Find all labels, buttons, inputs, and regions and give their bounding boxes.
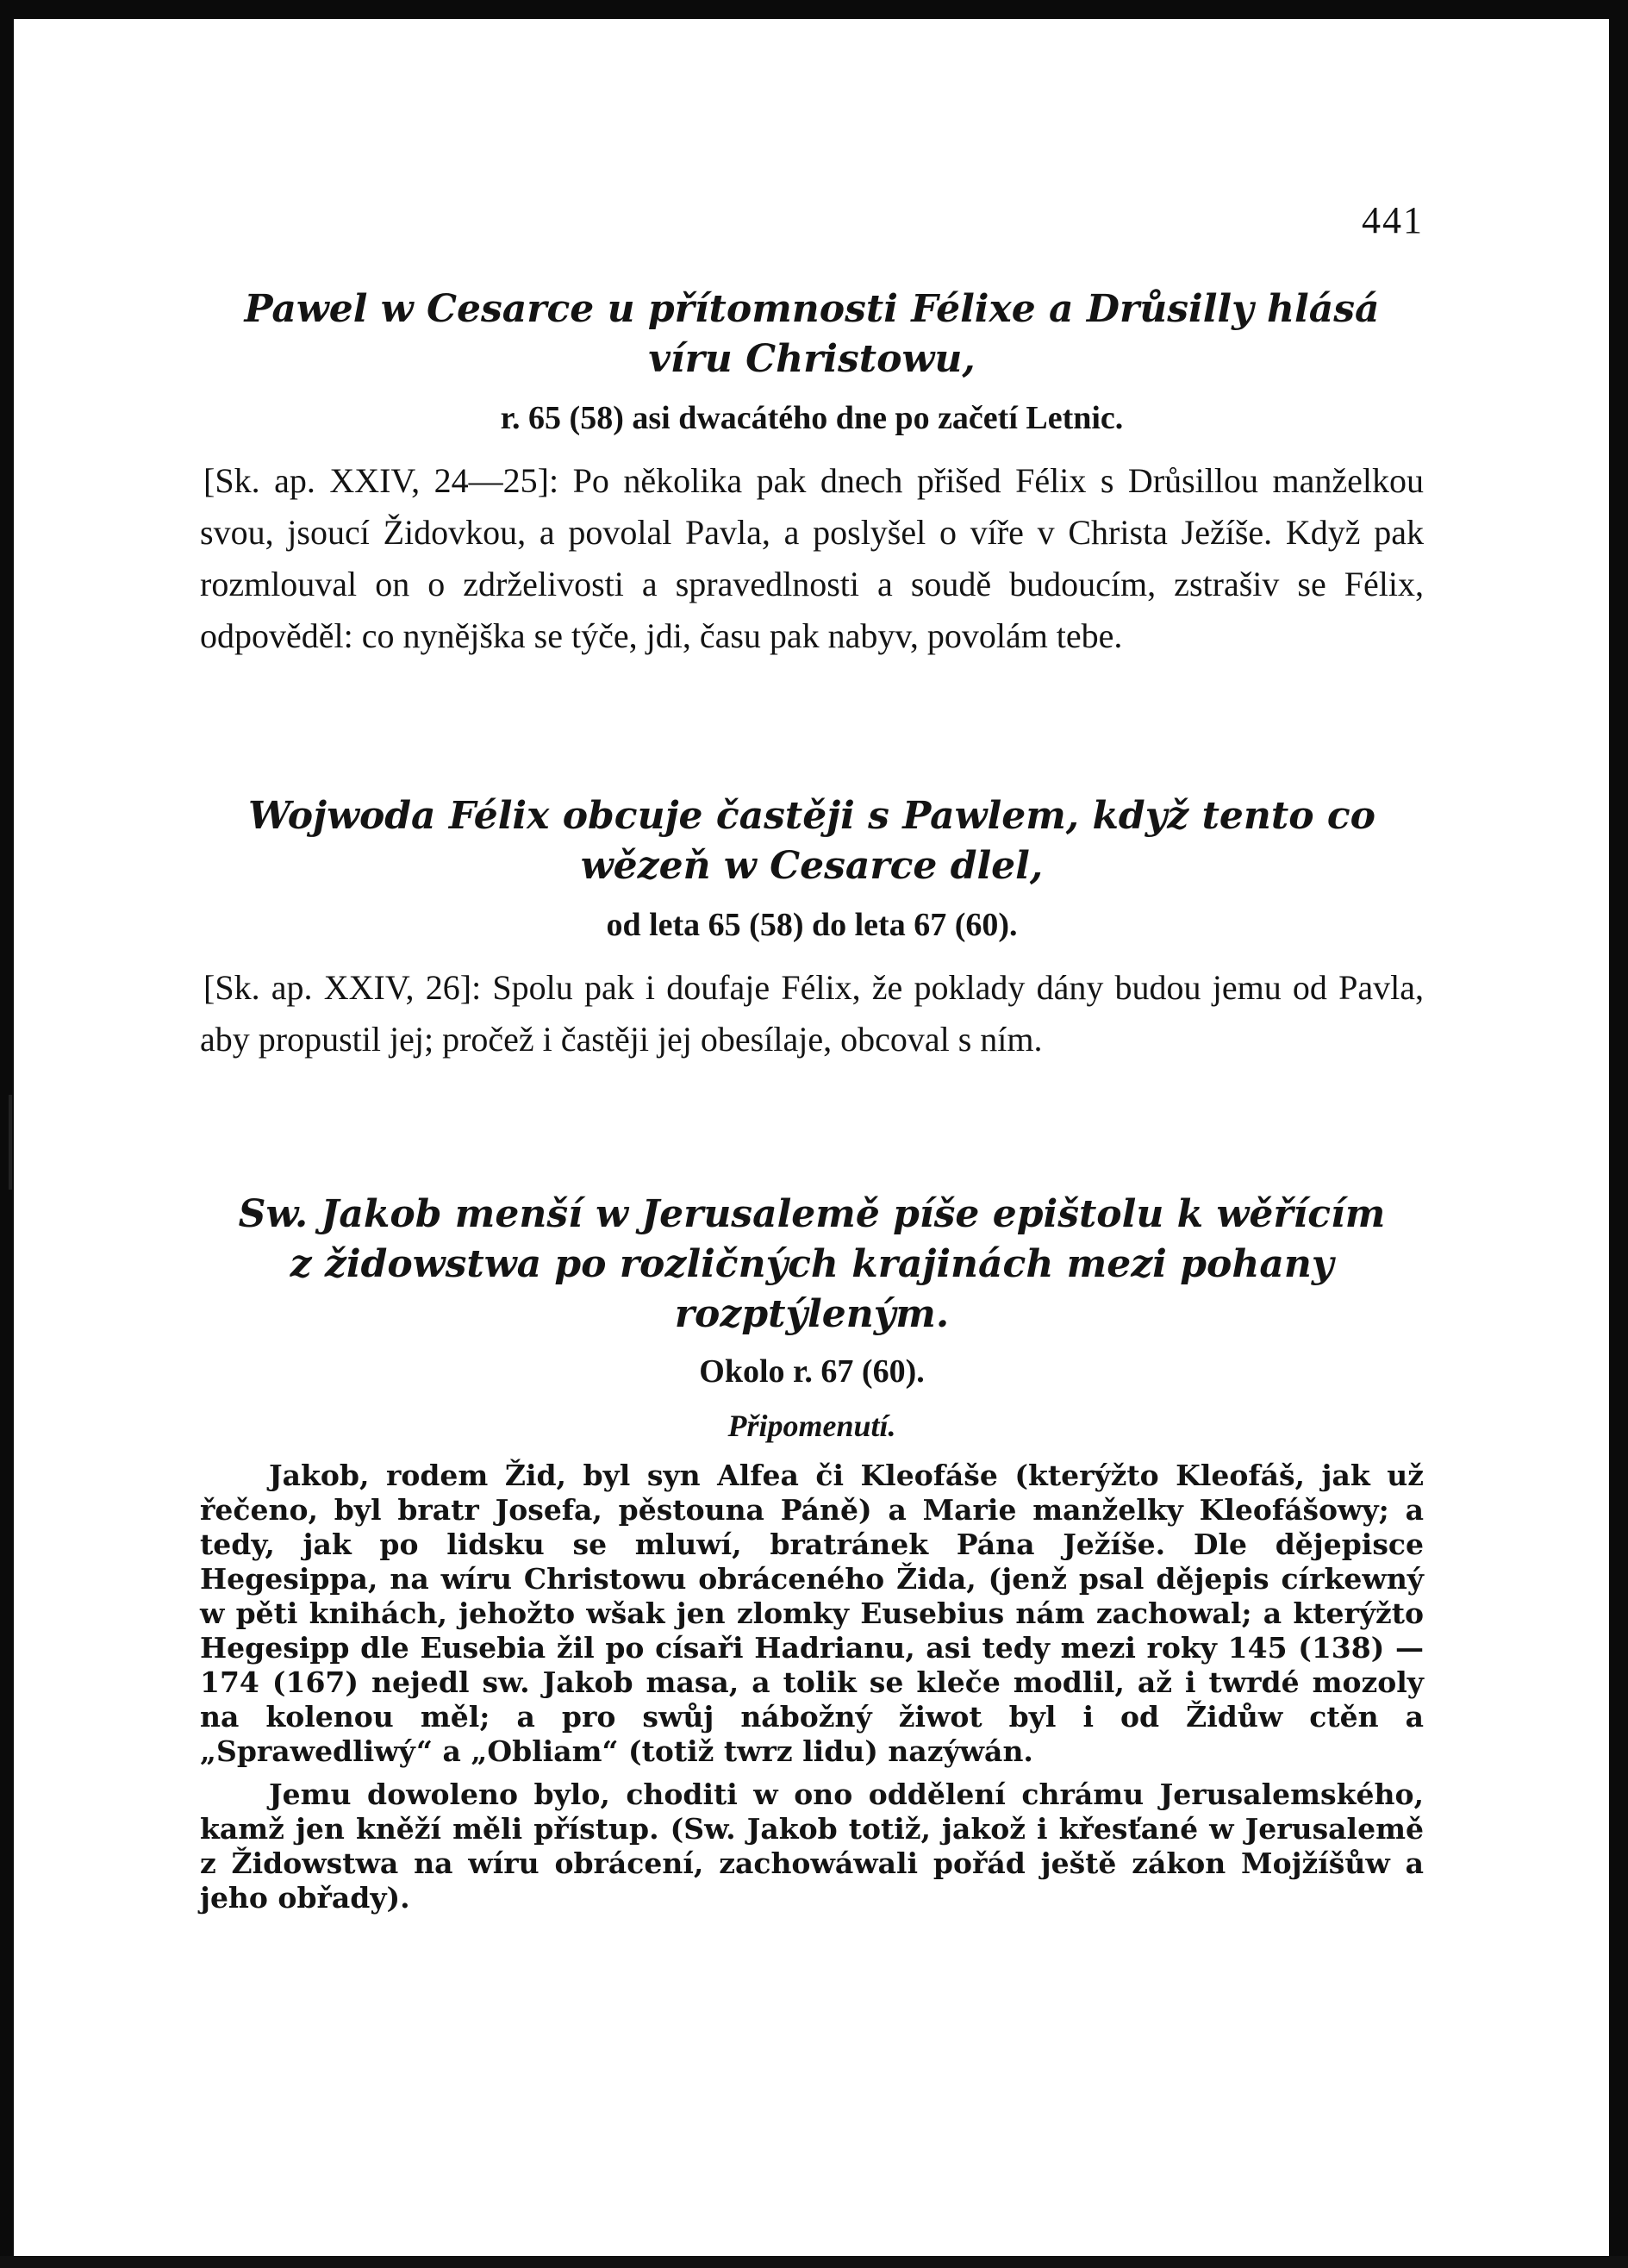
margin-mark bbox=[9, 1095, 12, 1190]
section-paragraph: Jakob, rodem Žid, byl syn Alfea či Kleofáše (kterýžto Kleofáš, jak už řečeno, byl bratr Josefa, pěstouna Páně) a Marie manželky Kleofášowy; a tedy, jak po lidsku se mluwí, bratránek Pána Ježíše. Dle dějepisce Hegesippa, na wíru Christowu obráceného Žida, (jenž psal dějepis církewný w pěti knihách, jehožto wšak jen zlomky Eusebius nám zachowal; a kterýžto Hegesipp dle Eusebia žil po císaři Hadrianu, asi tedy mezi roky 145 (138) — 174 (167) nejedl sw. Jakob masa, a tolik se kleče modlil, až i twrdé mozoly na kolenou měl; a pro swůj nábožný žiwot byl i od Židůw ctěn a „Sprawedliwý“ a „Obliam“ (totiž twrz lidu) nazýwán. bbox=[200, 1459, 1424, 1768]
section-paragraph: Jemu dowoleno bylo, choditi w ono oddělení chrámu Jerusalemského, kamž jen kněží měli přístup. (Sw. Jakob totiž, jakož i křesťané w Jerusalemě z Židowstwa na wíru obrácení, zachowáwali pořád ještě zákon Mojžíšůw a jeho obřady). bbox=[200, 1778, 1424, 1915]
section-heading-continued: wězeň w Cesarce dlel, bbox=[580, 844, 1044, 888]
section-heading-continued: z židowstwa po rozličných krajinách mezi pohany rozptýleným. bbox=[290, 1242, 1334, 1336]
section-remark-title: Připomenutí. bbox=[727, 1409, 896, 1443]
scan-border-right bbox=[1609, 0, 1628, 2268]
section-pawel-cesarea bbox=[200, 284, 1424, 662]
section-heading: Sw. Jakob menší w Jerusalemě píše epištolu k wěřícím bbox=[238, 1192, 1386, 1236]
section-paragraph: [Sk. ap. XXIV, 26]: Spolu pak i doufaje Félix, že poklady dány budou jemu od Pavla, aby propustil jej; pročež i častěji jej obesílaje, obcoval s ním. bbox=[200, 968, 1424, 1059]
section-heading: Wojwoda Félix obcuje častěji s Pawlem, když tento co bbox=[247, 794, 1376, 838]
section-date: od leta 65 (58) do leta 67 (60). bbox=[606, 907, 1018, 943]
section-date: r. 65 (58) asi dwacátého dne po začetí Letnic. bbox=[500, 400, 1124, 436]
scan-border-bottom bbox=[0, 2256, 1628, 2268]
page-number: 441 bbox=[1362, 199, 1424, 241]
section-paragraph: [Sk. ap. XXIV, 24—25]: Po několika pak dnech přišed Félix s Drůsillou manželkou svou, jsoucí Židovkou, a povolal Pavla, a poslyšel o víře v Christa Ježíše. Když pak rozmlouval on o zdrželivosti a spravedlnosti a soudě budoucím, zstrašiv se Félix, odpověděl: co nynějška se týče, jdi, času pak nabyv, povolám tebe. bbox=[200, 461, 1424, 655]
section-date: Okolo r. 67 (60). bbox=[699, 1353, 925, 1390]
section-wojwoda-felix bbox=[200, 791, 1424, 1065]
section-heading: Pawel w Cesarce u přítomnosti Félixe a Drůsilly hlásá bbox=[244, 287, 1380, 331]
scan-border-top bbox=[0, 0, 1628, 19]
section-jakob-epistle bbox=[200, 1190, 1424, 1915]
section-heading-continued: víru Christowu, bbox=[648, 337, 976, 381]
